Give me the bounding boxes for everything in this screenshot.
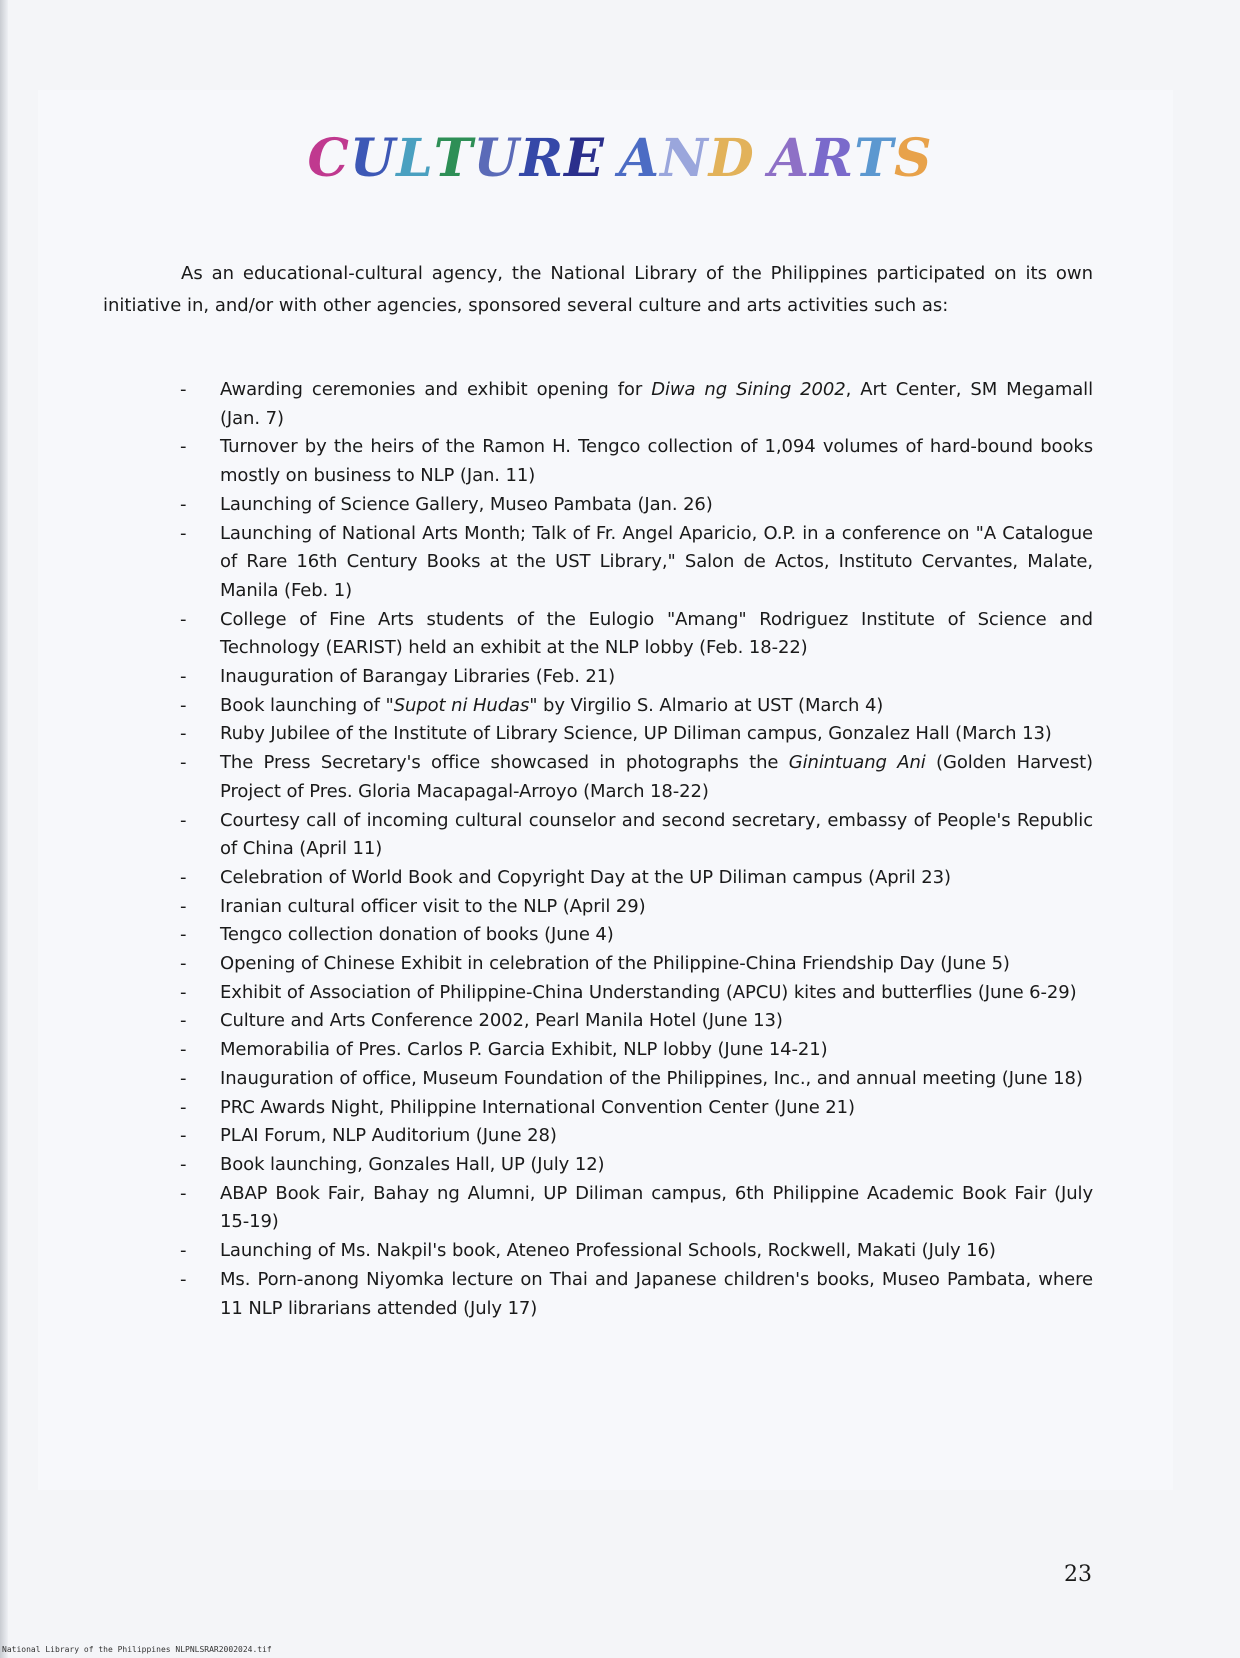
title-letter: R	[519, 128, 565, 189]
list-item-text: Launching of Ms. Nakpil's book, Ateneo Professional Schools, Rockwell, Makati (July 16)	[220, 1240, 996, 1262]
list-item	[180, 1122, 1093, 1151]
list-item-title: Supot ni Hudas	[393, 694, 530, 716]
title-letter: E	[564, 128, 605, 189]
list-item	[180, 1094, 1093, 1123]
list-item-text: Tengco collection donation of books (June 4)	[220, 924, 614, 946]
list-item-text: Courtesy call of incoming cultural counselor and second secretary, embassy of People's Republic of China (April 11)	[220, 809, 1093, 860]
page-title	[0, 128, 1240, 189]
list-item-text: Iranian cultural officer visit to the NLP (April 29)	[220, 895, 646, 917]
title-letter: R	[810, 128, 855, 189]
list-item-text: PLAI Forum, NLP Auditorium (June 28)	[220, 1125, 557, 1147]
title-letter: A	[768, 128, 811, 189]
list-item-text: Book launching of "	[220, 694, 394, 716]
list-item	[180, 720, 1093, 749]
list-item	[180, 520, 1093, 606]
title-letter: U	[473, 128, 520, 189]
list-item	[180, 1180, 1093, 1237]
list-item	[180, 663, 1093, 692]
list-item-text: Ruby Jubilee of the Institute of Library Science, UP Diliman campus, Gonzalez Hall (March 13)	[220, 723, 1052, 745]
scan-edge	[0, 0, 8, 1658]
list-item-text: Celebration of World Book and Copyright Day at the UP Diliman campus (April 23)	[220, 866, 951, 888]
title-letter: L	[396, 128, 434, 189]
list-item-text: Launching of Science Gallery, Museo Pambata (Jan. 26)	[220, 493, 713, 515]
page-number: 23	[1064, 1562, 1092, 1587]
list-item-text: Awarding ceremonies and exhibit opening for	[220, 379, 652, 400]
title-letter: D	[708, 128, 755, 189]
list-item-text: Memorabilia of Pres. Carlos P. Garcia Exhibit, NLP lobby (June 14-21)	[220, 1039, 828, 1061]
list-item	[180, 1237, 1093, 1266]
list-item-text: Launching of National Arts Month; Talk of Fr. Angel Aparicio, O.P. in a conference on "A Catalogue of Rare 16th Century Books at the UST Library," Salon de Actos, Instituto Cervantes, Malate, Manila (Feb. 1)	[220, 522, 1093, 601]
list-item	[180, 921, 1093, 950]
list-item	[180, 606, 1093, 663]
list-item	[180, 1036, 1093, 1065]
list-item	[180, 1151, 1093, 1180]
list-item	[180, 864, 1093, 893]
list-item	[180, 1266, 1093, 1323]
list-item-text: Exhibit of Association of Philippine-China Understanding (APCU) kites and butterflies (June 6-29)	[220, 981, 1077, 1003]
list-item-text: Inauguration of Barangay Libraries (Feb. 21)	[220, 666, 616, 688]
title-letter: U	[349, 128, 397, 189]
list-item	[180, 979, 1093, 1008]
title-letter: C	[307, 128, 350, 189]
list-item-text: Book launching, Gonzales Hall, UP (July 12)	[220, 1153, 605, 1175]
list-item-text: Opening of Chinese Exhibit in celebration of the Philippine-China Friendship Day (June 5)	[220, 953, 1010, 975]
list-item-text: PRC Awards Night, Philippine International Convention Center (June 21)	[220, 1096, 855, 1118]
list-item-text: " by Virgilio S. Almario at UST (March 4)	[529, 694, 884, 716]
title-letter: S	[893, 128, 933, 189]
list-item-text: College of Fine Arts students of the Eulogio "Amang" Rodriguez Institute of Science and Technology (EARIST) held an exhibit at the NLP lobby (Feb. 18-22)	[220, 608, 1093, 659]
intro-paragraph: As an educational-cultural agency, the National Library of the Philippines participated on its own initiative in, and/or with other agencies, sponsored several culture and arts activities such as:	[103, 263, 1093, 316]
list-item-text: , Art Center, SM Megamall (Jan. 7)	[220, 379, 1093, 429]
list-item-title: Ginintuang Ani	[788, 752, 926, 774]
footer-caption: National Library of the Philippines NLPNLSRAR2002024.tif	[2, 1645, 272, 1654]
list-item-text: ABAP Book Fair, Bahay ng Alumni, UP Diliman campus, 6th Philippine Academic Book Fair (July 15-19)	[220, 1182, 1093, 1233]
list-item	[180, 433, 1093, 490]
list-item	[180, 807, 1093, 864]
list-item-text: Ms. Porn-anong Niyomka lecture on Thai and Japanese children's books, Museo Pambata, where 11 NLP librarians attended (July 17)	[220, 1268, 1093, 1319]
list-item	[180, 950, 1093, 979]
list-item	[180, 749, 1093, 806]
list-item-title: Diwa ng Sining 2002	[651, 379, 846, 400]
title-letter: N	[660, 128, 709, 189]
list-item	[180, 1007, 1093, 1036]
list-item	[180, 692, 1093, 721]
list-item-text: The Press Secretary's office showcased in photographs the	[220, 752, 789, 774]
list-item-text: (Golden Harvest) Project of Pres. Gloria Macapagal-Arroyo (March 18-22)	[220, 752, 1093, 802]
title-letter: T	[433, 128, 474, 189]
list-item	[180, 893, 1093, 922]
list-item	[180, 376, 1093, 433]
list-item-text: Culture and Arts Conference 2002, Pearl Manila Hotel (June 13)	[220, 1010, 783, 1032]
title-letter: T	[854, 128, 894, 189]
list-item	[180, 491, 1093, 520]
list-item-text: Inauguration of office, Museum Foundation of the Philippines, Inc., and annual meeting (June 18)	[220, 1067, 1083, 1089]
activity-list	[180, 376, 1093, 1323]
list-item-text: Turnover by the heirs of the Ramon H. Tengco collection of 1,094 volumes of hard-bound books mostly on business to NLP (Jan. 11)	[220, 436, 1093, 487]
title-letter: A	[618, 128, 661, 189]
list-item	[180, 1065, 1093, 1094]
